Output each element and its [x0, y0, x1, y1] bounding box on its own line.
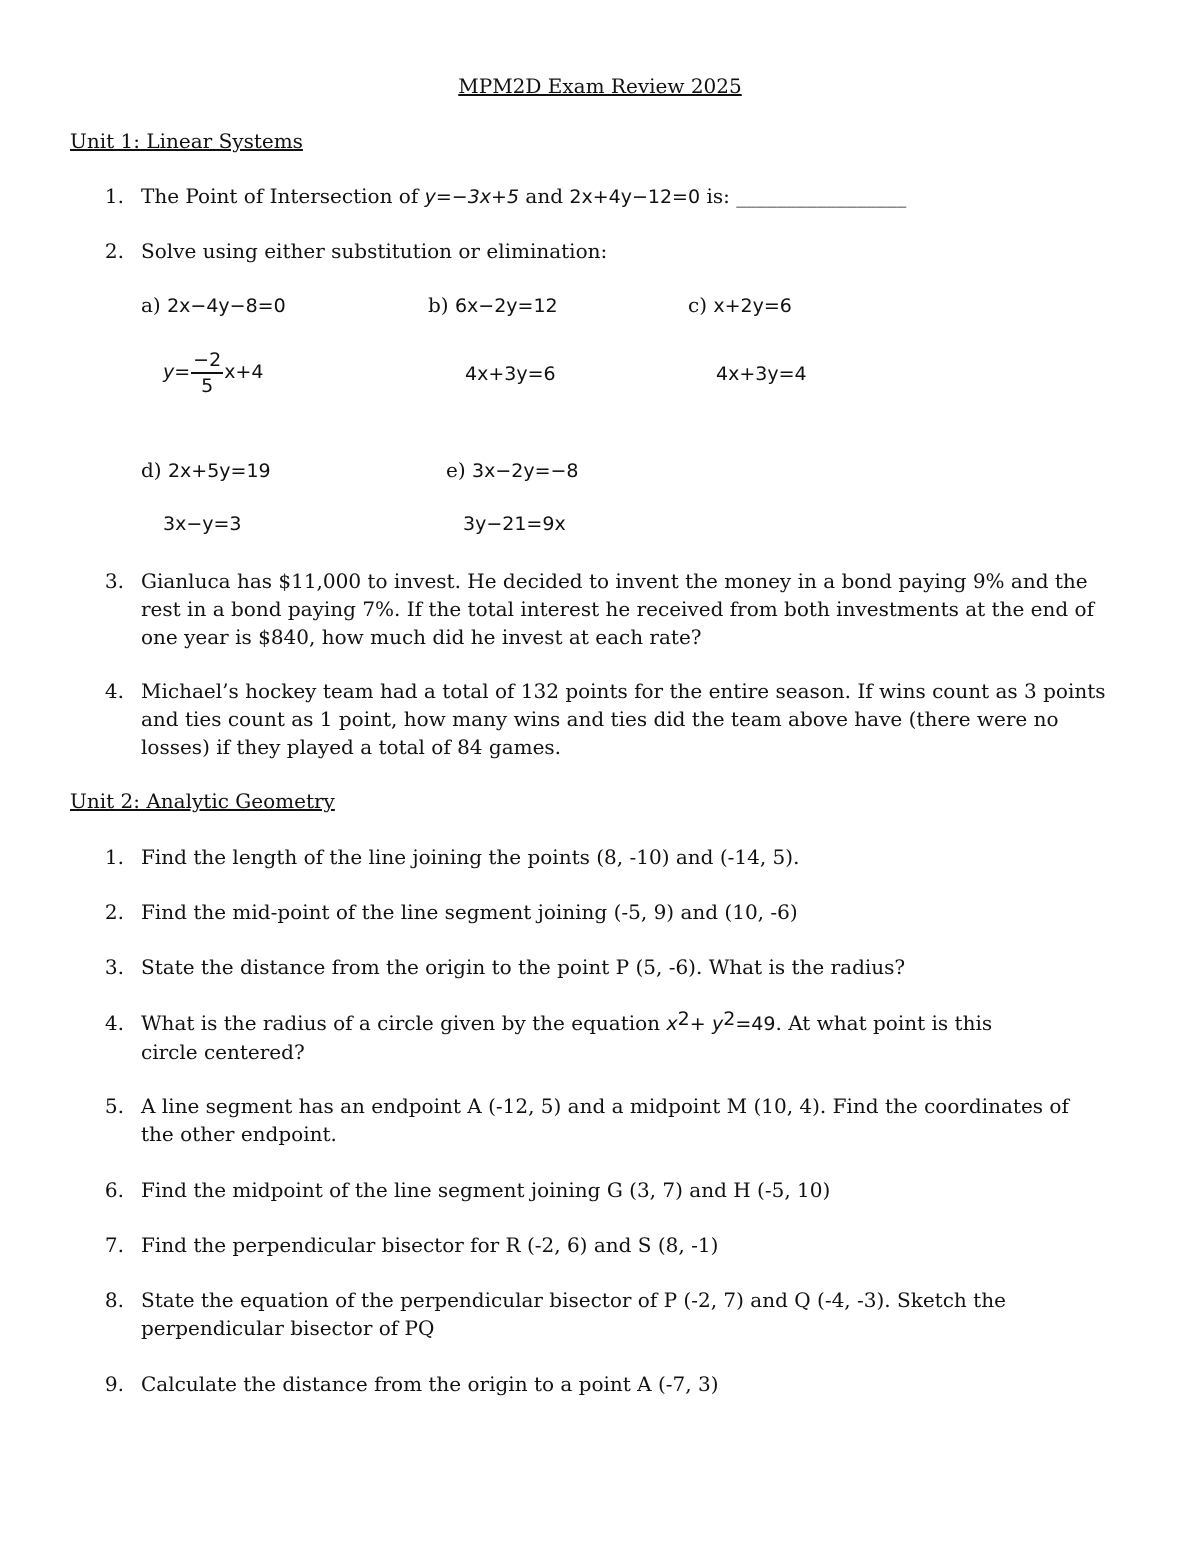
u1-q1-number: 1.	[104, 184, 124, 208]
u2-q4-y: y	[712, 1013, 724, 1035]
u2-q3-number: 3.	[104, 955, 124, 979]
u1-q2d-eq1-row	[141, 456, 271, 485]
u1-q2e-label: e)	[446, 458, 466, 482]
u1-q1-blank: _________________	[736, 184, 907, 208]
u1-q2d-eq2: 3x−y=3	[163, 513, 242, 535]
u1-q3-number: 3.	[104, 569, 124, 593]
u1-q2a-fraction	[191, 348, 223, 398]
u1-q2c-eq1-row	[688, 291, 792, 320]
u1-q1	[141, 182, 906, 211]
u2-q7-number: 7.	[104, 1233, 124, 1257]
u1-q2a-label: a)	[141, 293, 161, 317]
u1-q2b-label: b)	[428, 293, 449, 317]
u1-q2-number: 2.	[104, 239, 124, 263]
u1-q1-eq1: y=−3x+5	[424, 186, 520, 208]
u1-q2a-eq2-lhs: y=	[163, 361, 191, 383]
u1-q1-eq2: 2x+4y−12=0	[569, 186, 701, 208]
u2-q9-text: Calculate the distance from the origin to a point A (-7, 3)	[141, 1372, 719, 1396]
u2-q6-number: 6.	[104, 1178, 124, 1202]
u1-q2c-eq2: 4x+3y=4	[716, 363, 807, 385]
unit2-heading: Unit 2: Analytic Geometry	[70, 789, 335, 813]
u1-q1-is: is:	[706, 184, 730, 208]
u2-q4-eq: =49	[735, 1013, 776, 1035]
u1-q2a-eq1: 2x−4y−8=0	[167, 295, 286, 317]
u2-q4-plus: +	[689, 1013, 706, 1035]
u1-q2d-eq1: 2x+5y=19	[167, 460, 271, 482]
u2-q2-number: 2.	[104, 900, 124, 924]
u2-q4-x: x	[666, 1013, 678, 1035]
u2-q4-post: . At what point is this circle centered?	[141, 1011, 993, 1064]
u1-q2b-eq1-row	[428, 291, 558, 320]
u1-q2d-label: d)	[141, 458, 162, 482]
u2-q2-text: Find the mid-point of the line segment joining (-5, 9) and (10, -6)	[141, 900, 798, 924]
unit1-heading: Unit 1: Linear Systems	[70, 129, 303, 153]
u1-q1-and: and	[525, 184, 564, 208]
u2-q8-number: 8.	[104, 1288, 124, 1312]
u2-q1-text: Find the length of the line joining the points (8, -10) and (-14, 5).	[141, 845, 800, 869]
u2-q5-text: A line segment has an endpoint A (-12, 5) and a midpoint M (10, 4). Find the coordinates of the other endpoint.	[141, 1094, 1069, 1146]
u2-q4-number: 4.	[104, 1011, 124, 1035]
u1-q1-text: The Point of Intersection of	[141, 184, 419, 208]
u1-q2b-eq1: 6x−2y=12	[454, 295, 558, 317]
u1-q2a-denominator: 5	[201, 374, 214, 397]
u1-q3-text: Gianluca has $11,000 to invest. He decided to invent the money in a bond paying 9% and the rest in a bond paying 7%. If the total interest he received from both investments at the end of one year is $840, how much did he invest at each rate?	[141, 569, 1094, 649]
u2-q5-number: 5.	[104, 1094, 124, 1118]
u2-q4-exp2: 2	[723, 1008, 736, 1030]
u2-q4-exp1: 2	[677, 1008, 690, 1030]
u1-q2a-numerator: −2	[191, 348, 223, 374]
u1-q2c-eq1: x+2y=6	[713, 295, 792, 317]
u1-q2-text: Solve using either substitution or elimination:	[141, 239, 608, 263]
u2-q7-text: Find the perpendicular bisector for R (-2, 6) and S (8, -1)	[141, 1233, 719, 1257]
u1-q2e-eq2: 3y−21=9x	[463, 513, 566, 535]
u1-q4-text: Michael’s hockey team had a total of 132 points for the entire season. If wins count as 3 points and ties count as 1 point, how many wins and ties did the team above have (there were no losses) if they played a total of 84 games.	[141, 679, 1106, 759]
u2-q9-number: 9.	[104, 1372, 124, 1396]
u2-q4-text	[141, 1009, 1041, 1066]
u1-q2e-eq1: 3x−2y=−8	[472, 460, 579, 482]
u2-q6-text: Find the midpoint of the line segment joining G (3, 7) and H (-5, 10)	[141, 1178, 831, 1202]
page-title: MPM2D Exam Review 2025	[458, 74, 742, 98]
u1-q2a-eq2	[163, 345, 263, 399]
u2-q1-number: 1.	[104, 845, 124, 869]
u1-q2b-eq2: 4x+3y=6	[465, 363, 556, 385]
u2-q4-pre: What is the radius of a circle given by the equation	[141, 1011, 661, 1035]
u1-q2a-eq2-rhs: x+4	[224, 361, 264, 383]
u1-q4-number: 4.	[104, 679, 124, 703]
u2-q8-text: State the equation of the perpendicular bisector of P (-2, 7) and Q (-4, -3). Sketch the perpendicular bisector of PQ	[141, 1288, 1006, 1340]
u1-q2a-eq1-row	[141, 291, 286, 320]
u2-q3-text: State the distance from the origin to the point P (5, -6). What is the radius?	[141, 955, 906, 979]
u1-q2e-eq1-row	[446, 456, 579, 485]
u1-q2c-label: c)	[688, 293, 708, 317]
